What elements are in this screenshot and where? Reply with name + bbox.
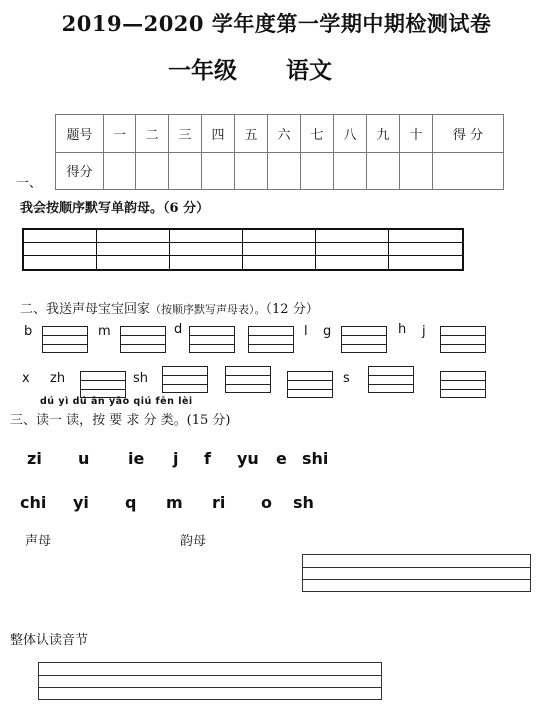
pinyin-item: u: [78, 449, 90, 468]
section1-number: 一、: [16, 176, 43, 191]
section1-instruction: 我会按顺序默写单韵母。（6 分）: [20, 201, 210, 216]
score-input-cell[interactable]: [235, 152, 268, 190]
score-table-score-row: [56, 152, 504, 190]
score-cell: 六: [268, 115, 301, 153]
pinyin-item: m: [166, 493, 183, 512]
pinyin-item: yi: [73, 493, 89, 512]
score-cell: 题号: [56, 115, 104, 153]
writing-box[interactable]: [225, 366, 271, 393]
writing-box[interactable]: [341, 326, 387, 353]
score-cell: 八: [334, 115, 367, 153]
score-cell: 七: [301, 115, 334, 153]
score-label-cell: 得分: [56, 152, 104, 190]
finals-label: 韵母: [180, 534, 207, 549]
pinyin-item: f: [204, 449, 211, 468]
writing-box[interactable]: [248, 326, 294, 353]
initial-letter: h: [398, 322, 407, 337]
answer-lines-box[interactable]: [302, 554, 531, 592]
writing-box[interactable]: [120, 326, 166, 353]
pinyin-item: e: [276, 449, 287, 468]
initial-letter: m: [98, 324, 111, 339]
score-input-cell[interactable]: [400, 152, 433, 190]
score-cell: 九: [367, 115, 400, 153]
whole-syllable-label: 整体认读音节: [10, 633, 89, 648]
initial-letter: j: [422, 324, 426, 339]
pinyin-item: q: [125, 493, 137, 512]
score-cell: 一: [104, 115, 136, 153]
score-input-cell[interactable]: [433, 152, 504, 190]
score-input-cell[interactable]: [104, 152, 136, 190]
score-input-cell[interactable]: [202, 152, 235, 190]
writing-box[interactable]: [440, 371, 486, 398]
pinyin-item: j: [173, 449, 179, 468]
score-cell: 五: [235, 115, 268, 153]
section2-note: （按顺序默写声母表）。: [150, 303, 266, 316]
initial-letter: g: [323, 324, 332, 339]
pinyin-item: chi: [20, 493, 47, 512]
score-table: [55, 114, 504, 190]
section2-instruction: [20, 298, 319, 317]
section3-instruction: 三、读一 读，按 要 求 分 类。(15 分): [10, 413, 231, 428]
initial-letter: sh: [133, 371, 149, 386]
writing-box[interactable]: [287, 371, 333, 398]
writing-box[interactable]: [368, 366, 414, 393]
score-input-cell[interactable]: [268, 152, 301, 190]
score-input-cell[interactable]: [169, 152, 202, 190]
grade-label: 一年级: [168, 57, 237, 84]
section2-score: （12 分）: [265, 302, 319, 317]
initial-letter: l: [304, 324, 308, 339]
pinyin-item: ie: [128, 449, 145, 468]
writing-box[interactable]: [162, 366, 208, 393]
score-cell: 二: [136, 115, 169, 153]
pinyin-item: ri: [212, 493, 226, 512]
score-table-header-row: [56, 115, 504, 153]
section3-pinyin-annotation: dú yì dú ān yāo qiú fēn lèi: [40, 396, 193, 407]
initial-letter: zh: [50, 371, 66, 386]
score-cell: 三: [169, 115, 202, 153]
score-cell: 十: [400, 115, 433, 153]
single-finals-writing-grid[interactable]: [22, 228, 464, 271]
pinyin-item: shi: [302, 449, 329, 468]
pinyin-item: sh: [293, 493, 314, 512]
score-input-cell[interactable]: [136, 152, 169, 190]
score-input-cell[interactable]: [301, 152, 334, 190]
score-cell: 四: [202, 115, 235, 153]
pinyin-item: o: [261, 493, 272, 512]
exam-title: 2019—2020 学年度第一学期中期检测试卷: [61, 11, 492, 36]
writing-box[interactable]: [80, 371, 126, 398]
whole-syllable-answer-box[interactable]: [38, 662, 382, 700]
score-cell: 得 分: [433, 115, 504, 153]
writing-box[interactable]: [189, 326, 235, 353]
score-input-cell[interactable]: [334, 152, 367, 190]
initial-letter: d: [174, 322, 183, 337]
initial-letter: x: [22, 371, 30, 386]
score-input-cell[interactable]: [367, 152, 400, 190]
section2-title: 二、我送声母宝宝回家: [20, 302, 151, 317]
writing-box[interactable]: [42, 326, 88, 353]
writing-box[interactable]: [440, 326, 486, 353]
initial-letter: s: [343, 371, 350, 386]
subject-label: 语文: [286, 57, 332, 84]
initials-label: 声母: [25, 534, 52, 549]
initial-letter: b: [24, 324, 33, 339]
pinyin-item: zi: [27, 449, 42, 468]
pinyin-item: yu: [237, 449, 259, 468]
